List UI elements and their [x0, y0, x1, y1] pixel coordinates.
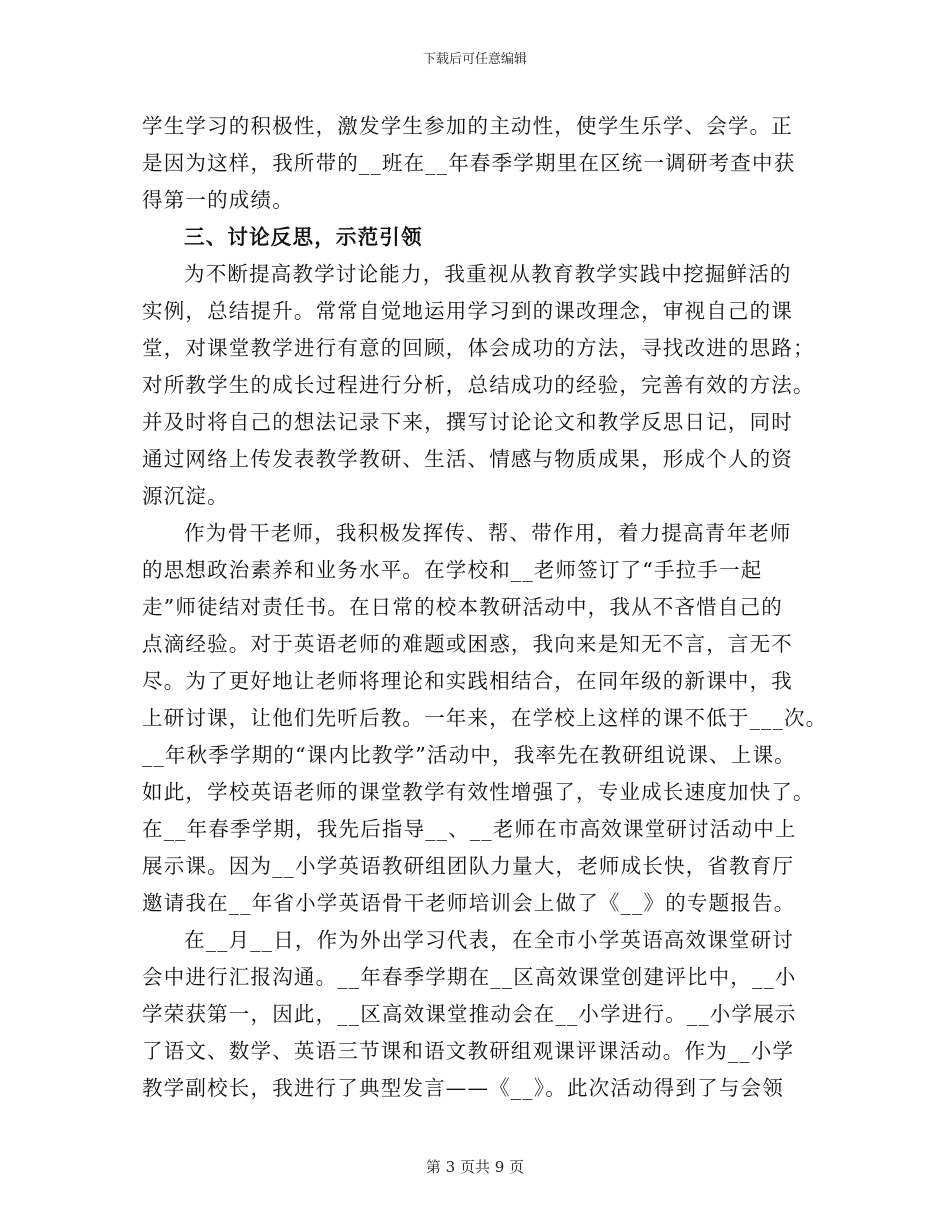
paragraph-line: 堂，对课堂教学进行有意的回顾，体会成功的方法，寻找改进的思路；	[142, 336, 815, 360]
paragraph-line: 点滴经验。对于英语老师的难题或困惑，我向来是知无不言，言无不	[142, 632, 793, 656]
paragraph-line: 的思想政治素养和业务水平。在学校和__老师签订了“手拉手一起	[142, 558, 763, 582]
paragraph-line: 为不断提高教学讨论能力，我重视从教育教学实践中挖掘鲜活的	[184, 262, 792, 286]
paragraph-line: 学生学习的积极性，激发学生参加的主动性，使学生乐学、会学。正	[142, 114, 793, 138]
paragraph-line: 是因为这样，我所带的__班在__年春季学期里在区统一调研考查中获	[142, 151, 796, 175]
paragraph-line: 邀请我在__年省小学英语骨干老师培训会上做了《__》的专题报告。	[142, 891, 796, 915]
paragraph-line: __年秋季学期的“课内比教学”活动中，我率先在教研组说课、上课。	[142, 743, 796, 767]
document-body	[142, 108, 828, 1107]
paragraph-line: 在__年春季学期，我先后指导__、__老师在市高效课堂研讨活动中上	[142, 817, 797, 841]
section-heading: 三、讨论反思，示范引领	[184, 225, 423, 249]
paragraph-line: 教学副校长，我进行了典型发言——《__》。此次活动得到了与会领	[142, 1076, 784, 1100]
paragraph-line: 在__月__日，作为外出学习代表，在全市小学英语高效课堂研讨	[184, 928, 794, 952]
page-footer: 第 3 页共 9 页	[425, 1158, 525, 1176]
paragraph-line: 会中进行汇报沟通。__年春季学期在__区高效课堂创建评比中，__小	[142, 965, 797, 989]
paragraph-line: 了语文、数学、英语三节课和语文教研组观课评课活动。作为__小学	[142, 1039, 795, 1063]
page-header: 下载后可任意编辑	[422, 52, 527, 67]
paragraph-line: 对所教学生的成长过程进行分析，总结成功的经验，完善有效的方法。	[142, 373, 815, 397]
paragraph-line: 得第一的成绩。	[142, 188, 294, 212]
paragraph-line: 作为骨干老师，我积极发挥传、帮、带作用，着力提高青年老师	[184, 521, 792, 545]
paragraph-line: 并及时将自己的想法记录下来，撰写讨论论文和教学反思日记，同时	[142, 410, 793, 434]
paragraph-line: 学荣获第一，因此，__区高效课堂推动会在__小学进行。__小学展示	[142, 1002, 797, 1026]
paragraph-line: 走”师徒结对责任书。在日常的校本教研活动中，我从不吝惜自己的	[142, 595, 783, 619]
paragraph-line: 尽。为了更好地让老师将理论和实践相结合，在同年级的新课中，我	[142, 669, 793, 693]
paragraph-line: 上研讨课，让他们先听后教。一年来，在学校上这样的课不低于___次。	[142, 706, 828, 730]
paragraph-line: 展示课。因为__小学英语教研组团队力量大，老师成长快，省教育厅	[142, 854, 795, 878]
paragraph-line: 通过网络上传发表教学教研、生活、情感与物质成果，形成个人的资	[142, 447, 793, 471]
paragraph-line: 实例，总结提升。常常自觉地运用学习到的课改理念，审视自己的课	[142, 299, 793, 323]
paragraph-line: 源沉淀。	[142, 484, 229, 508]
paragraph-line: 如此，学校英语老师的课堂教学有效性增强了，专业成长速度加快了。	[142, 780, 815, 804]
